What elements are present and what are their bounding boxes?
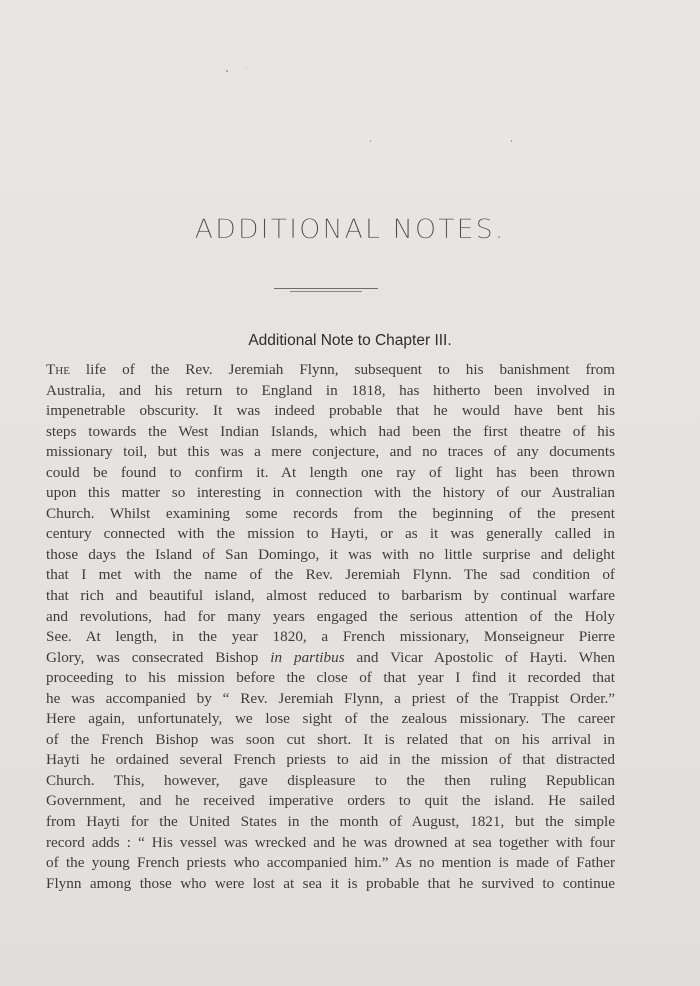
lead-word: The bbox=[46, 361, 70, 378]
text-line: Australia, and his return to England in 1818, has hitherto been involved in bbox=[46, 381, 615, 399]
page-heading: ADDITIONAL NOTES. bbox=[194, 214, 506, 245]
text-line: century connected with the mission to Hayti, or as it was generally called in bbox=[46, 525, 615, 543]
text-line: upon this matter so interesting in connection with the history of our Australian bbox=[46, 484, 615, 502]
text-line: The life of the Rev. Jeremiah Flynn, subsequent to his banishment from bbox=[46, 361, 615, 378]
body-paragraph bbox=[46, 360, 615, 894]
italic-phrase: in partibus bbox=[270, 648, 345, 666]
section-title: Additional Note to Chapter III. bbox=[248, 332, 452, 349]
text-line: from Hayti for the United States in the month of August, 1821, but the simple bbox=[46, 813, 615, 831]
paper-speck bbox=[246, 68, 247, 69]
decorative-rule bbox=[274, 288, 378, 289]
text-line: record adds : “ His vessel was wrecked and he was drowned at sea together with four bbox=[46, 833, 615, 851]
text-line: proceeding to his mission before the close of that year I find it recorded that bbox=[46, 669, 615, 687]
text-line: Flynn among those who were lost at sea it is probable that he survived to continue bbox=[46, 874, 615, 892]
text-line: missionary toil, but this was a mere conjecture, and no traces of any documents bbox=[46, 443, 615, 461]
paper-speck bbox=[370, 140, 371, 142]
text-line: that I met with the name of the Rev. Jeremiah Flynn. The sad condition of bbox=[46, 566, 615, 584]
text-line: those days the Island of San Domingo, it was with no little surprise and delight bbox=[46, 545, 615, 563]
text-line: and revolutions, had for many years engaged the serious attention of the Holy bbox=[46, 607, 615, 625]
text-line: could be found to confirm it. At length one ray of light has been thrown bbox=[46, 463, 615, 481]
text-line: that rich and beautiful island, almost reduced to barbarism by continual warfare bbox=[46, 587, 615, 605]
text-line: See. At length, in the year 1820, a French missionary, Monseigneur Pierre bbox=[46, 628, 615, 646]
text-line: Here again, unfortunately, we lose sight of the zealous missionary. The career bbox=[46, 710, 615, 728]
paper-speck bbox=[226, 70, 228, 72]
text-line: steps towards the West Indian Islands, which had been the first theatre of his bbox=[46, 422, 615, 440]
text-line: he was accompanied by “ Rev. Jeremiah Flynn, a priest of the Trappist Order.” bbox=[46, 689, 615, 707]
text-line: Government, and he received imperative orders to quit the island. He sailed bbox=[46, 792, 615, 810]
text-line: Church. This, however, gave displeasure to the then ruling Republican bbox=[46, 771, 615, 789]
paper-speck bbox=[511, 140, 512, 142]
text-line: Hayti he ordained several French priests to aid in the mission of that distracted bbox=[46, 751, 615, 769]
text-line: Glory, was consecrated Bishop in partibus and Vicar Apostolic of Hayti. When bbox=[46, 648, 615, 666]
text-line: Church. Whilst examining some records from the beginning of the present bbox=[46, 504, 615, 522]
text-line: of the French Bishop was soon cut short. It is related that on his arrival in bbox=[46, 730, 615, 748]
text-line: impenetrable obscurity. It was indeed probable that he would have bent his bbox=[46, 402, 615, 420]
decorative-rule-inner bbox=[290, 291, 362, 292]
text-line: of the young French priests who accompanied him.” As no mention is made of Father bbox=[46, 854, 615, 872]
